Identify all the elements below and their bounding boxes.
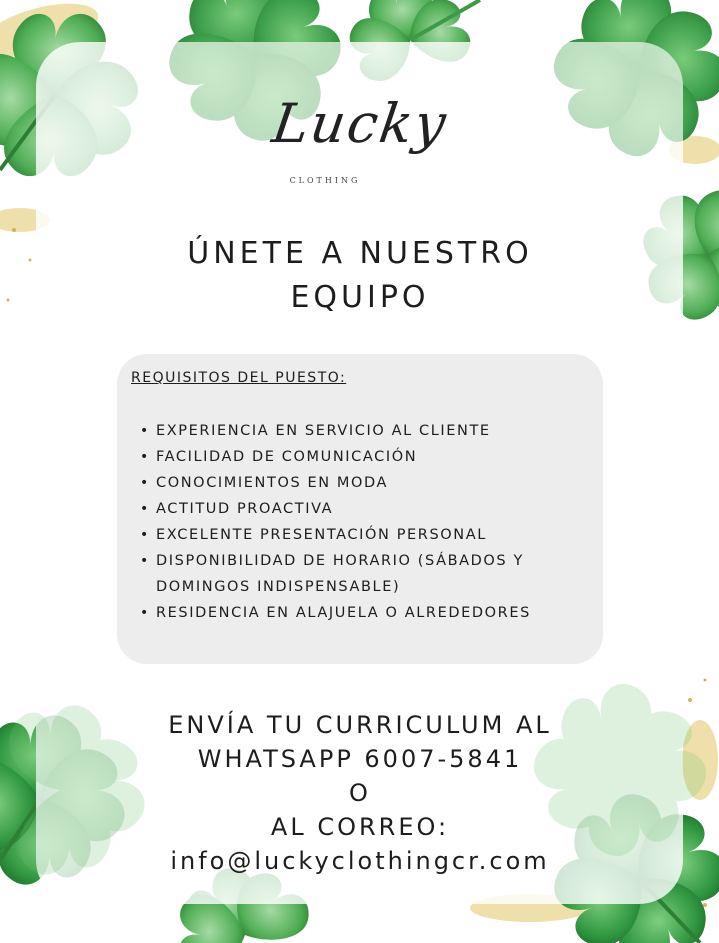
list-item: • CONOCIMIENTOS EN MODA xyxy=(138,470,598,496)
logo-subtitle: CLOTHING xyxy=(289,176,361,185)
lucky-clothing-logo xyxy=(240,80,480,220)
email-link[interactable]: info@luckyclothingcr.com xyxy=(170,847,550,875)
list-item: • EXPERIENCIA EN SERVICIO AL CLIENTE xyxy=(138,418,598,444)
cta-or: O xyxy=(349,779,371,807)
list-item: • ACTITUD PROACTIVA xyxy=(138,496,598,522)
list-item: • RESIDENCIA EN ALAJUELA O ALREDEDORES xyxy=(138,600,598,626)
headline-line-2: EQUIPO xyxy=(290,280,430,315)
cta-line-1: ENVÍA TU CURRICULUM AL xyxy=(168,711,552,739)
requirements-title: REQUISITOS DEL PUESTO: xyxy=(131,370,347,386)
requirements-list xyxy=(138,418,598,626)
cta-email-label: AL CORREO: xyxy=(270,813,450,841)
list-item: • EXCELENTE PRESENTACIÓN PERSONAL xyxy=(138,522,598,548)
list-item: • FACILIDAD DE COMUNICACIÓN xyxy=(138,444,598,470)
headline-line-1: ÚNETE A NUESTRO xyxy=(187,236,533,271)
list-item: • DISPONIBILIDAD DE HORARIO (SÁBADOS Y DOMINGOS INDISPENSABLE) xyxy=(138,548,598,600)
logo-script: Lucky xyxy=(268,92,452,155)
whatsapp-number[interactable]: WHATSAPP 6007-5841 xyxy=(197,745,523,773)
